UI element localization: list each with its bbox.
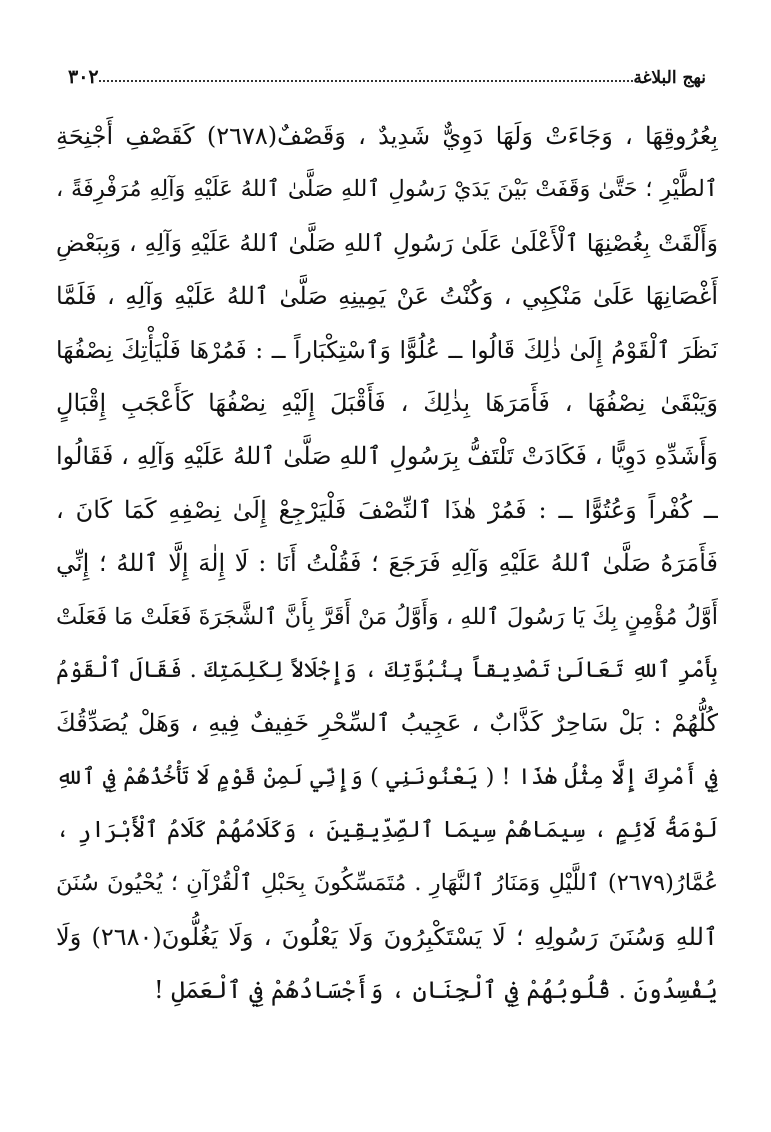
header-dotted-rule bbox=[99, 80, 634, 82]
page-number: ٣٠٢ bbox=[68, 66, 99, 88]
text-line: نَظَرَ ٱلْقَوْمُ إِلَىٰ ذٰلِكَ قَالُوا ــ عُلُوًّا وَٱسْتِكْبَاراً ــ : فَمُرْهَا فَلْيَأْتِكَ نِصْفُهَا bbox=[56, 335, 718, 364]
text-line: ٱلطَّيْرِ ؛ حَتَّىٰ وَقَفَتْ بَيْنَ يَدَيْ رَسُولِ ٱللهِ صَلَّىٰ ٱللهُ عَلَيْهِ وَآلِهِ مُرَفْرِفَةً ، bbox=[56, 176, 718, 203]
text-line: وَيَبْقَىٰ نِصْفُهَا ، فَأَمَرَهَا بِذٰلِكَ ، فَأَقْبَلَ إِلَيْهِ نِصْفُهَا كَأَعْجَبِ إِقْبَالٍ bbox=[56, 388, 718, 417]
page-header bbox=[62, 62, 712, 88]
text-line: فَأَمَرَهُ صَلَّىٰ ٱللهُ عَلَيْهِ وَآلِهِ فَرَجَعَ ؛ فَقُلْتُ أَنَا : لَا إِلٰهَ إِلَّا ٱللهُ ؛ إِنِّي bbox=[56, 549, 718, 578]
running-title: نهج البلاغة bbox=[633, 68, 706, 88]
text-line: لَوْمَةُ لَائِمٍ ، سِيمَاهُمْ سِيمَا ٱلصِّدِّيقِينَ ، وَكَلَامُهُمْ كَلَامُ ٱلْأَبْرَارِ ، bbox=[56, 817, 718, 844]
body-text bbox=[56, 110, 718, 1018]
text-line: أَغْصَانِهَا عَلَىٰ مَنْكِبِي ، وَكُنْتُ عَنْ يَمِينِهِ صَلَّىٰ ٱللهُ عَلَيْهِ وَآلِهِ ، فَلَمَّا bbox=[56, 282, 718, 311]
text-line: فِي أَمْرِكَ إِلَّا مِثْلُ هٰذَا ! ( يَعْنُونَنِي ) وَإِنِّي لَمِنْ قَوْمٍ لَا تَأْخُذُهُمْ فِي ٱللهِ bbox=[56, 763, 718, 790]
text-line: ٱللهِ وَسُنَنَ رَسُولِهِ ؛ لَا يَسْتَكْبِرُونَ وَلَا يَعْلُونَ ، وَلَا يَغُلُّونَ(٢٦٨٠) وَلَا bbox=[56, 922, 718, 951]
text-line: بِعُرُوقِهَا ، وَجَاءَتْ وَلَهَا دَوِيٌّ شَدِيدٌ ، وَقَصْفٌ(٢٦٧٨) كَقَصْفِ أَجْنِحَةِ bbox=[56, 122, 718, 150]
text-line: بِأَمْرِ ٱللهِ تَعَالَىٰ تَصْدِيقاً بِنُبُوَّتِكَ ، وَإِجْلَالاً لِكَلِمَتِكَ . فَقَالَ ٱلْقَوْمُ bbox=[56, 656, 718, 683]
text-line: وَأَشَدِّهِ دَوِيًّا ، فَكَادَتْ تَلْتَفُّ بِرَسُولِ ٱللهِ صَلَّىٰ ٱللهُ عَلَيْهِ وَآلِهِ ، فَقَالُوا bbox=[56, 442, 718, 471]
text-line: يُفْسِدُونَ . قُلُوبُهُمْ فِي ٱلْجِنَانِ ، وَأَجْسَادُهُمْ فِي ٱلْعَمَلِ ! bbox=[153, 976, 718, 1005]
text-line: ــ كُفْراً وَعُتُوًّا ــ : فَمُرْ هٰذَا ٱلنِّصْفَ فَلْيَرْجِعْ إِلَىٰ نِصْفِهِ كَمَا كَانَ ، bbox=[56, 495, 718, 524]
text-line: عُمَّارُ(٢٦٧٩) ٱللَّيْلِ وَمَنَارُ ٱلنَّهَارِ . مُتَمَسِّكُونَ بِحَبْلِ ٱلْقُرْآنِ ؛ يُحْيُونَ سُنَنَ bbox=[56, 870, 718, 897]
text-line: كُلُّهُمْ : بَلْ سَاحِرٌ كَذَّابٌ ، عَجِيبُ ٱلسِّحْرِ خَفِيفٌ فِيهِ ، وَهَلْ يُصَدِّقُكَ bbox=[56, 709, 718, 738]
text-line: أَوَّلُ مُؤْمِنٍ بِكَ يَا رَسُولَ ٱللهِ ، وَأَوَّلُ مَنْ أَقَرَّ بِأَنَّ ٱلشَّجَرَةَ فَعَلَتْ مَا فَعَلَتْ bbox=[56, 603, 718, 630]
text-line: وَأَلْقَتْ بِغُصْنِهَا ٱلْأَعْلَىٰ عَلَىٰ رَسُولِ ٱللهِ صَلَّىٰ ٱللهُ عَلَيْهِ وَآلِهِ ، وَبِبَعْضِ bbox=[56, 228, 718, 257]
